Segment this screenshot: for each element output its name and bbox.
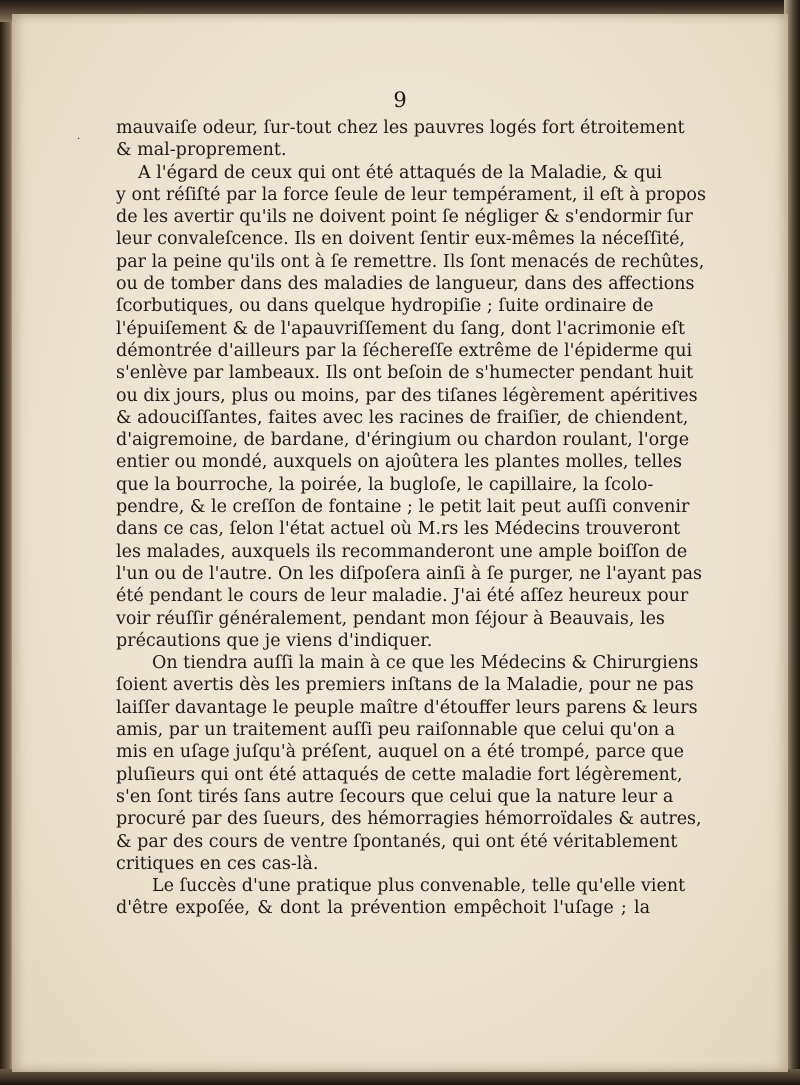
text-line: d'aigremoine, de bardane, d'éringium ou chardon roulant, l'orge	[116, 430, 690, 451]
text-line: s'enlève par lambeaux. Ils ont beſoin de s'humecter pendant huit	[116, 363, 694, 384]
text-line: que la bourroche, la poirée, la bugloſe, le capillaire, la ſcolo-	[116, 474, 654, 495]
text-line: pluſieurs qui ont été attaqués de cette maladie fort légèrement,	[116, 764, 683, 785]
text-line: ſcorbutiques, ou dans quelque hydropiſie ; ſuite ordinaire de	[116, 296, 654, 317]
text-line: démontrée d'ailleurs par la ſéchereſſe extrême de l'épiderme qui	[116, 340, 693, 361]
text-line: laiſſer davantage le peuple maître d'étouffer leurs parens & leurs	[116, 697, 698, 718]
text-line: pendre, & le creſſon de fontaine ; le petit lait peut auſſi convenir	[116, 497, 690, 518]
text-line: été pendant le cours de leur maladie. J'ai été aſſez heureux pour	[116, 586, 689, 607]
paragraph-start-line: Le ſuccès d'une pratique plus convenable, telle qu'elle vient	[152, 876, 686, 897]
text-line: critiques en ces cas-là.	[116, 853, 319, 874]
text-line: y ont réſiſté par la force ſeule de leur tempérament, il eſt à propos	[116, 184, 706, 205]
paragraph-start-line: On tiendra auſſi la main à ce que les Médecins & Chirurgiens	[152, 653, 699, 674]
text-line: précautions que je viens d'indiquer.	[116, 630, 433, 651]
text-line: & adouciſſantes, faites avec les racines de fraiſier, de chiendent,	[116, 407, 689, 428]
text-line: ou dix jours, plus ou moins, par des tiſanes légèrement apéritives	[116, 385, 698, 406]
text-line: amis, par un traitement auſſi peu raiſonnable que celui qu'on a	[116, 720, 676, 741]
text-line: procuré par des ſueurs, des hémorragies hémorroïdales & autres,	[116, 809, 702, 830]
margin-mark: ·	[77, 134, 81, 145]
body-text	[116, 117, 706, 920]
text-line: leur convaleſcence. Ils en doivent ſentir eux-mêmes la néceſſité,	[116, 229, 685, 250]
text-line: mauvaiſe odeur, ſur-tout chez les pauvres logés fort étroitement	[116, 118, 685, 138]
text-line: & mal-proprement.	[116, 140, 287, 161]
text-line: mis en uſage juſqu'à préſent, auquel on a été trompé, parce que	[116, 742, 684, 763]
text-line: entier ou mondé, auxquels on ajoûtera les plantes molles, telles	[116, 452, 682, 473]
text-line: dans ce cas, ſelon l'état actuel où M.rs les Médecins trouveront	[116, 519, 681, 540]
text-line: & par des cours de ventre ſpontanés, qui ont été véritablement	[116, 831, 678, 852]
text-line: ſoient avertis dès les premiers inſtans de la Maladie, pour ne pas	[116, 675, 694, 696]
text-line: l'un ou de l'autre. On les diſpoſera ainſi à ſe purger, ne l'ayant pas	[116, 563, 703, 584]
text-line: d'être expoſée, & dont la prévention empêchoit l'uſage ; la	[116, 898, 650, 919]
book-page	[12, 14, 788, 1072]
paragraph-start-line: A l'égard de ceux qui ont été attaqués de la Maladie, & qui	[138, 162, 662, 183]
text-line: s'en ſont tirés ſans autre ſecours que celui que la nature leur a	[116, 786, 674, 807]
text-line: de les avertir qu'ils ne doivent point ſe négliger & s'endormir ſur	[116, 207, 693, 228]
text-line: voir réuſſir généralement, pendant mon ſéjour à Beauvais, les	[116, 608, 665, 629]
page-number: 9	[393, 88, 407, 112]
text-line: les malades, auxquels ils recommanderont une ample boiſſon de	[116, 541, 688, 562]
text-line: ou de tomber dans des maladies de langueur, dans des affections	[116, 274, 695, 295]
text-line: par la peine qu'ils ont à ſe remettre. Ils ſont menacés de rechûtes,	[116, 251, 705, 272]
text-line: l'épuiſement & de l'apauvriſſement du ſang, dont l'acrimonie eſt	[116, 318, 686, 339]
